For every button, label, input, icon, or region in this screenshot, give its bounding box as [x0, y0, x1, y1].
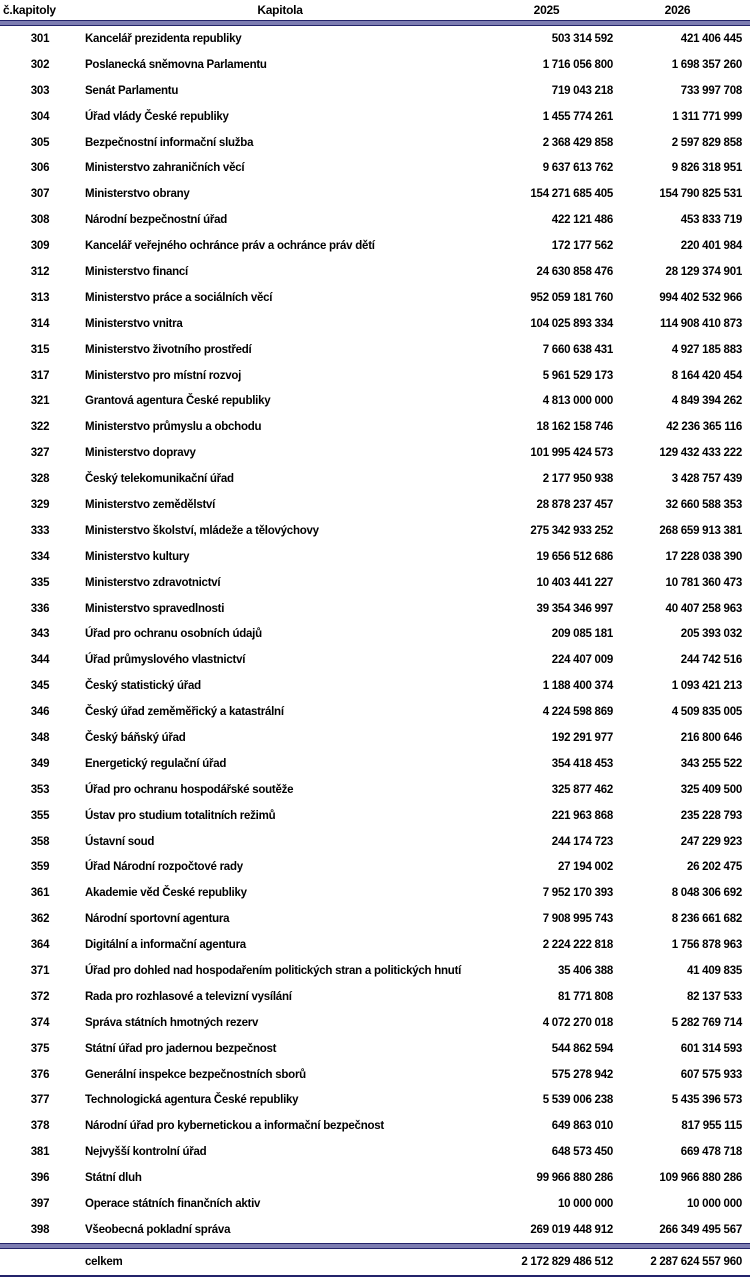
table-row [0, 518, 750, 544]
chapter-number-cell: 328 [30, 473, 50, 486]
chapter-name-cell: Český statistický úřad [85, 680, 201, 693]
table-row [0, 78, 750, 104]
table-row [0, 388, 750, 414]
amount-2025-cell: 7 660 638 431 [542, 343, 613, 356]
amount-2025-cell: 99 966 880 286 [536, 1172, 613, 1185]
table-row [0, 363, 750, 389]
chapter-name-cell: Úřad Národní rozpočtové rady [85, 861, 243, 874]
amount-2025-cell: 5 539 006 238 [542, 1094, 613, 1107]
amount-2025-cell: 221 963 868 [551, 809, 613, 822]
table-row [0, 311, 750, 337]
amount-2026-cell: 10 781 360 473 [665, 576, 742, 589]
amount-2025-cell: 2 368 429 858 [542, 136, 613, 149]
amount-2025-cell: 7 908 995 743 [542, 913, 613, 926]
amount-2026-cell: 1 698 357 260 [671, 58, 742, 71]
chapter-number-cell: 327 [30, 447, 50, 460]
amount-2025-cell: 275 342 933 252 [530, 524, 613, 537]
table-row [0, 337, 750, 363]
chapter-number-cell: 321 [30, 395, 50, 408]
chapter-number-cell: 313 [30, 291, 50, 304]
table-row [0, 26, 750, 52]
amount-2025-cell: 101 995 424 573 [530, 447, 613, 460]
amount-2026-cell: 4 849 394 262 [671, 395, 742, 408]
amount-2026-cell: 607 575 933 [680, 1068, 742, 1081]
amount-2025-cell: 503 314 592 [551, 32, 613, 45]
amount-2025-cell: 81 771 808 [557, 990, 613, 1003]
amount-2025-cell: 224 407 009 [551, 654, 613, 667]
amount-2025-cell: 269 019 448 912 [530, 1223, 613, 1236]
chapter-name-cell: Národní sportovní agentura [85, 913, 230, 926]
amount-2025-cell: 19 656 512 686 [536, 550, 613, 563]
chapter-name-cell: Úřad pro dohled nad hospodařením politických stran a politických hnutí [85, 965, 462, 977]
chapter-number-cell: 353 [30, 783, 50, 796]
chapter-number-cell: 333 [30, 524, 50, 537]
amount-2025-cell: 5 961 529 173 [542, 369, 613, 382]
chapter-number-cell: 312 [30, 265, 50, 278]
table-row [0, 570, 750, 596]
amount-2026-cell: 817 955 115 [681, 1120, 742, 1133]
amount-2026-cell: 154 790 825 531 [659, 188, 742, 201]
table-row [0, 466, 750, 492]
table-row [0, 1165, 750, 1191]
total-label: celkem [85, 1255, 123, 1268]
amount-2026-cell: 244 742 516 [680, 654, 742, 667]
chapter-number-cell: 364 [30, 939, 50, 952]
table-row [0, 52, 750, 78]
amount-2025-cell: 244 174 723 [551, 835, 613, 848]
chapter-number-cell: 346 [30, 706, 50, 719]
chapter-number-cell: 301 [30, 32, 50, 45]
amount-2025-cell: 104 025 893 334 [530, 317, 613, 330]
amount-2025-cell: 1 716 056 800 [542, 58, 613, 71]
chapter-number-cell: 344 [30, 654, 50, 667]
amount-2025-cell: 1 188 400 374 [542, 680, 613, 693]
amount-2026-cell: 421 406 445 [680, 32, 742, 45]
chapter-number-cell: 398 [30, 1223, 50, 1236]
amount-2026-cell: 42 236 365 116 [666, 421, 742, 434]
amount-2025-cell: 18 162 158 746 [536, 421, 613, 434]
amount-2025-cell: 7 952 170 393 [542, 887, 613, 900]
chapter-name-cell: Český úřad zeměměřický a katastrální [85, 706, 284, 719]
chapter-number-cell: 306 [30, 162, 50, 175]
chapter-number-cell: 375 [30, 1042, 50, 1055]
table-row [0, 440, 750, 466]
table-row [0, 880, 750, 906]
table-row [0, 777, 750, 803]
amount-2026-cell: 1 093 421 213 [671, 680, 742, 693]
table-row [0, 104, 750, 130]
amount-2026-cell: 343 255 522 [680, 757, 742, 770]
amount-2025-cell: 325 877 462 [551, 783, 613, 796]
chapter-number-cell: 362 [30, 913, 50, 926]
amount-2026-cell: 325 409 500 [680, 783, 742, 796]
chapter-number-cell: 302 [30, 58, 50, 71]
table-row [0, 1088, 750, 1114]
chapter-name-cell: Energetický regulační úřad [85, 757, 227, 770]
table-row [0, 906, 750, 932]
amount-2026-cell: 109 966 880 286 [659, 1172, 742, 1185]
table-row [0, 207, 750, 233]
table-row [0, 1010, 750, 1036]
chapter-number-cell: 317 [30, 369, 50, 382]
chapter-name-cell: Všeobecná pokladní správa [85, 1223, 231, 1236]
amount-2026-cell: 453 833 719 [680, 214, 742, 227]
chapter-name-cell: Státní úřad pro jadernou bezpečnost [85, 1042, 277, 1055]
table-row [0, 233, 750, 259]
chapter-name-cell: Nejvyšší kontrolní úřad [85, 1146, 207, 1159]
chapter-number-cell: 396 [30, 1172, 50, 1185]
column-header-year-2025: 2025 [533, 3, 560, 17]
table-row [0, 181, 750, 207]
column-header-chapter-name: Kapitola [257, 3, 303, 17]
table-row [0, 751, 750, 777]
table-body [0, 26, 750, 1243]
amount-2025-cell: 422 121 486 [551, 214, 613, 227]
table-header-row [0, 0, 750, 20]
chapter-name-cell: Kancelář veřejného ochránce práv a ochránce práv dětí [85, 240, 375, 253]
chapter-name-cell: Ústav pro studium totalitních režimů [85, 809, 276, 822]
table-row [0, 1036, 750, 1062]
amount-2025-cell: 9 637 613 762 [542, 162, 613, 175]
amount-2026-cell: 32 660 588 353 [665, 498, 742, 511]
chapter-number-cell: 315 [30, 343, 50, 356]
chapter-name-cell: Úřad pro ochranu hospodářské soutěže [85, 783, 294, 796]
table-row [0, 932, 750, 958]
chapter-name-cell: Senát Parlamentu [85, 84, 179, 97]
table-row [0, 130, 750, 156]
chapter-number-cell: 358 [30, 835, 50, 848]
chapter-name-cell: Operace státních finančních aktiv [85, 1198, 261, 1211]
amount-2025-cell: 154 271 685 405 [530, 188, 613, 201]
table-row [0, 647, 750, 673]
chapter-name-cell: Ministerstvo pro místní rozvoj [85, 369, 242, 382]
amount-2026-cell: 216 800 646 [680, 731, 742, 744]
table-row [0, 673, 750, 699]
total-amount-2025: 2 172 829 486 512 [521, 1255, 613, 1268]
chapter-name-cell: Poslanecká sněmovna Parlamentu [85, 58, 267, 71]
table-row [0, 699, 750, 725]
amount-2026-cell: 601 314 593 [680, 1042, 742, 1055]
chapter-name-cell: Ministerstvo obrany [85, 188, 190, 201]
table-row [0, 285, 750, 311]
chapter-name-cell: Rada pro rozhlasové a televizní vysílání [85, 990, 292, 1003]
amount-2026-cell: 3 428 757 439 [671, 473, 742, 486]
chapter-number-cell: 348 [30, 731, 50, 744]
amount-2025-cell: 209 085 181 [551, 628, 613, 641]
chapter-number-cell: 371 [30, 965, 50, 977]
table-row [0, 1062, 750, 1088]
table-row [0, 1191, 750, 1217]
table-row [0, 984, 750, 1010]
chapter-name-cell: Ministerstvo práce a sociálních věcí [85, 291, 273, 304]
chapter-name-cell: Ministerstvo vnitra [85, 317, 183, 330]
chapter-name-cell: Ministerstvo kultury [85, 550, 190, 563]
amount-2025-cell: 172 177 562 [551, 240, 613, 253]
amount-2026-cell: 114 908 410 873 [660, 317, 742, 330]
amount-2025-cell: 575 278 942 [551, 1068, 613, 1081]
chapter-name-cell: Akademie věd České republiky [85, 887, 247, 900]
table-row [0, 1139, 750, 1165]
chapter-number-cell: 307 [30, 188, 50, 201]
chapter-name-cell: Digitální a informační agentura [85, 939, 246, 952]
amount-2026-cell: 28 129 374 901 [665, 265, 742, 278]
chapter-name-cell: Ministerstvo zahraničních věcí [85, 162, 245, 175]
amount-2025-cell: 719 043 218 [551, 84, 613, 97]
amount-2025-cell: 28 878 237 457 [536, 498, 613, 511]
chapter-name-cell: Správa státních hmotných rezerv [85, 1016, 259, 1029]
chapter-number-cell: 303 [30, 84, 50, 97]
chapter-name-cell: Technologická agentura České republiky [85, 1094, 299, 1107]
amount-2025-cell: 1 455 774 261 [542, 110, 613, 123]
amount-2025-cell: 952 059 181 760 [530, 291, 613, 304]
amount-2025-cell: 24 630 858 476 [536, 265, 613, 278]
chapter-number-cell: 345 [30, 680, 50, 693]
chapter-number-cell: 309 [30, 240, 50, 253]
table-row [0, 1217, 750, 1243]
table-row [0, 259, 750, 285]
chapter-name-cell: Ministerstvo dopravy [85, 447, 196, 460]
amount-2025-cell: 2 177 950 938 [542, 473, 613, 486]
amount-2026-cell: 220 401 984 [680, 240, 742, 253]
table-row [0, 492, 750, 518]
chapter-number-cell: 359 [30, 861, 50, 874]
chapter-name-cell: Ministerstvo financí [85, 265, 188, 278]
amount-2026-cell: 8 164 420 454 [671, 369, 742, 382]
total-row [0, 1249, 750, 1275]
chapter-number-cell: 381 [30, 1146, 50, 1159]
amount-2026-cell: 2 597 829 858 [671, 136, 742, 149]
amount-2026-cell: 4 509 835 005 [671, 706, 742, 719]
amount-2025-cell: 648 573 450 [551, 1146, 613, 1159]
amount-2026-cell: 8 236 661 682 [671, 913, 742, 926]
chapter-number-cell: 355 [30, 809, 50, 822]
amount-2026-cell: 26 202 475 [686, 861, 742, 874]
chapter-number-cell: 378 [30, 1120, 50, 1133]
chapter-name-cell: Úřad vlády České republiky [85, 110, 229, 123]
table-row [0, 855, 750, 881]
chapter-name-cell: Český báňský úřad [85, 731, 186, 744]
chapter-number-cell: 314 [30, 317, 50, 330]
chapter-name-cell: Ministerstvo životního prostředí [85, 343, 252, 356]
chapter-name-cell: Úřad pro ochranu osobních údajů [85, 628, 262, 641]
chapter-name-cell: Ministerstvo zemědělství [85, 498, 216, 511]
chapter-name-cell: Český telekomunikační úřad [85, 473, 234, 486]
bottom-rule [0, 1275, 750, 1277]
table-row [0, 1113, 750, 1139]
table-row [0, 596, 750, 622]
chapter-name-cell: Generální inspekce bezpečnostních sborů [85, 1068, 306, 1081]
chapter-number-cell: 334 [30, 550, 50, 563]
chapter-name-cell: Ministerstvo zdravotnictví [85, 576, 221, 589]
chapter-number-cell: 377 [30, 1094, 50, 1107]
amount-2025-cell: 4 224 598 869 [542, 706, 613, 719]
amount-2026-cell: 82 137 533 [686, 990, 742, 1003]
table-row [0, 544, 750, 570]
table-row [0, 829, 750, 855]
amount-2026-cell: 17 228 038 390 [665, 550, 742, 563]
amount-2026-cell: 4 927 185 883 [671, 343, 742, 356]
amount-2026-cell: 9 826 318 951 [671, 162, 742, 175]
chapter-name-cell: Bezpečnostní informační služba [85, 136, 254, 149]
chapter-name-cell: Státní dluh [85, 1172, 142, 1185]
amount-2026-cell: 41 409 835 [686, 965, 742, 977]
chapter-name-cell: Ministerstvo školství, mládeže a tělovýchovy [85, 524, 319, 537]
total-amount-2026: 2 287 624 557 960 [650, 1255, 742, 1268]
amount-2026-cell: 5 435 396 573 [671, 1094, 742, 1107]
chapter-name-cell: Národní bezpečnostní úřad [85, 214, 227, 227]
amount-2025-cell: 10 000 000 [557, 1198, 613, 1211]
chapter-name-cell: Ministerstvo průmyslu a obchodu [85, 421, 262, 434]
amount-2025-cell: 4 072 270 018 [542, 1016, 613, 1029]
chapter-name-cell: Úřad průmyslového vlastnictví [85, 654, 246, 667]
chapter-name-cell: Grantová agentura České republiky [85, 395, 271, 408]
chapter-name-cell: Ústavní soud [85, 835, 155, 848]
table-row [0, 414, 750, 440]
chapter-number-cell: 349 [30, 757, 50, 770]
amount-2025-cell: 27 194 002 [557, 861, 613, 874]
amount-2026-cell: 8 048 306 692 [671, 887, 742, 900]
amount-2025-cell: 39 354 346 997 [536, 602, 613, 615]
chapter-number-cell: 397 [30, 1198, 50, 1211]
table-row [0, 725, 750, 751]
amount-2026-cell: 247 229 923 [680, 835, 742, 848]
amount-2025-cell: 10 403 441 227 [536, 576, 613, 589]
amount-2025-cell: 2 224 222 818 [542, 939, 613, 952]
chapter-name-cell: Národní úřad pro kybernetickou a informační bezpečnost [85, 1120, 384, 1133]
chapter-number-cell: 305 [30, 136, 50, 149]
amount-2026-cell: 266 349 495 567 [659, 1223, 742, 1236]
chapter-name-cell: Ministerstvo spravedlnosti [85, 602, 225, 615]
column-header-year-2026: 2026 [664, 3, 691, 17]
chapter-number-cell: 322 [30, 421, 50, 434]
chapter-number-cell: 329 [30, 498, 50, 511]
amount-2025-cell: 4 813 000 000 [542, 395, 613, 408]
chapter-number-cell: 308 [30, 214, 50, 227]
chapter-number-cell: 361 [30, 887, 50, 900]
amount-2026-cell: 129 432 433 222 [659, 447, 742, 460]
chapter-number-cell: 335 [30, 576, 50, 589]
amount-2026-cell: 10 000 000 [686, 1198, 742, 1211]
amount-2026-cell: 40 407 258 963 [665, 602, 742, 615]
chapter-number-cell: 336 [30, 602, 50, 615]
table-row [0, 803, 750, 829]
amount-2026-cell: 733 997 708 [680, 84, 742, 97]
amount-2026-cell: 235 228 793 [680, 809, 742, 822]
chapter-number-cell: 304 [30, 110, 50, 123]
amount-2026-cell: 669 478 718 [680, 1146, 742, 1159]
amount-2025-cell: 35 406 388 [557, 965, 613, 977]
amount-2025-cell: 544 862 594 [551, 1042, 613, 1055]
column-header-chapter-number: č.kapitoly [3, 3, 56, 17]
table-row [0, 155, 750, 181]
amount-2025-cell: 354 418 453 [551, 757, 613, 770]
amount-2025-cell: 649 863 010 [551, 1120, 613, 1133]
chapter-number-cell: 343 [30, 628, 50, 641]
amount-2026-cell: 5 282 769 714 [671, 1016, 742, 1029]
chapter-number-cell: 376 [30, 1068, 50, 1081]
amount-2026-cell: 994 402 532 966 [659, 291, 742, 304]
table-row [0, 621, 750, 647]
table-row [0, 958, 750, 984]
chapter-name-cell: Kancelář prezidenta republiky [85, 32, 242, 45]
amount-2026-cell: 1 311 771 999 [672, 110, 742, 123]
amount-2025-cell: 192 291 977 [551, 731, 613, 744]
amount-2026-cell: 268 659 913 381 [659, 524, 742, 537]
amount-2026-cell: 205 393 032 [680, 628, 742, 641]
chapter-number-cell: 374 [30, 1016, 50, 1029]
amount-2026-cell: 1 756 878 963 [671, 939, 742, 952]
chapter-number-cell: 372 [30, 990, 50, 1003]
